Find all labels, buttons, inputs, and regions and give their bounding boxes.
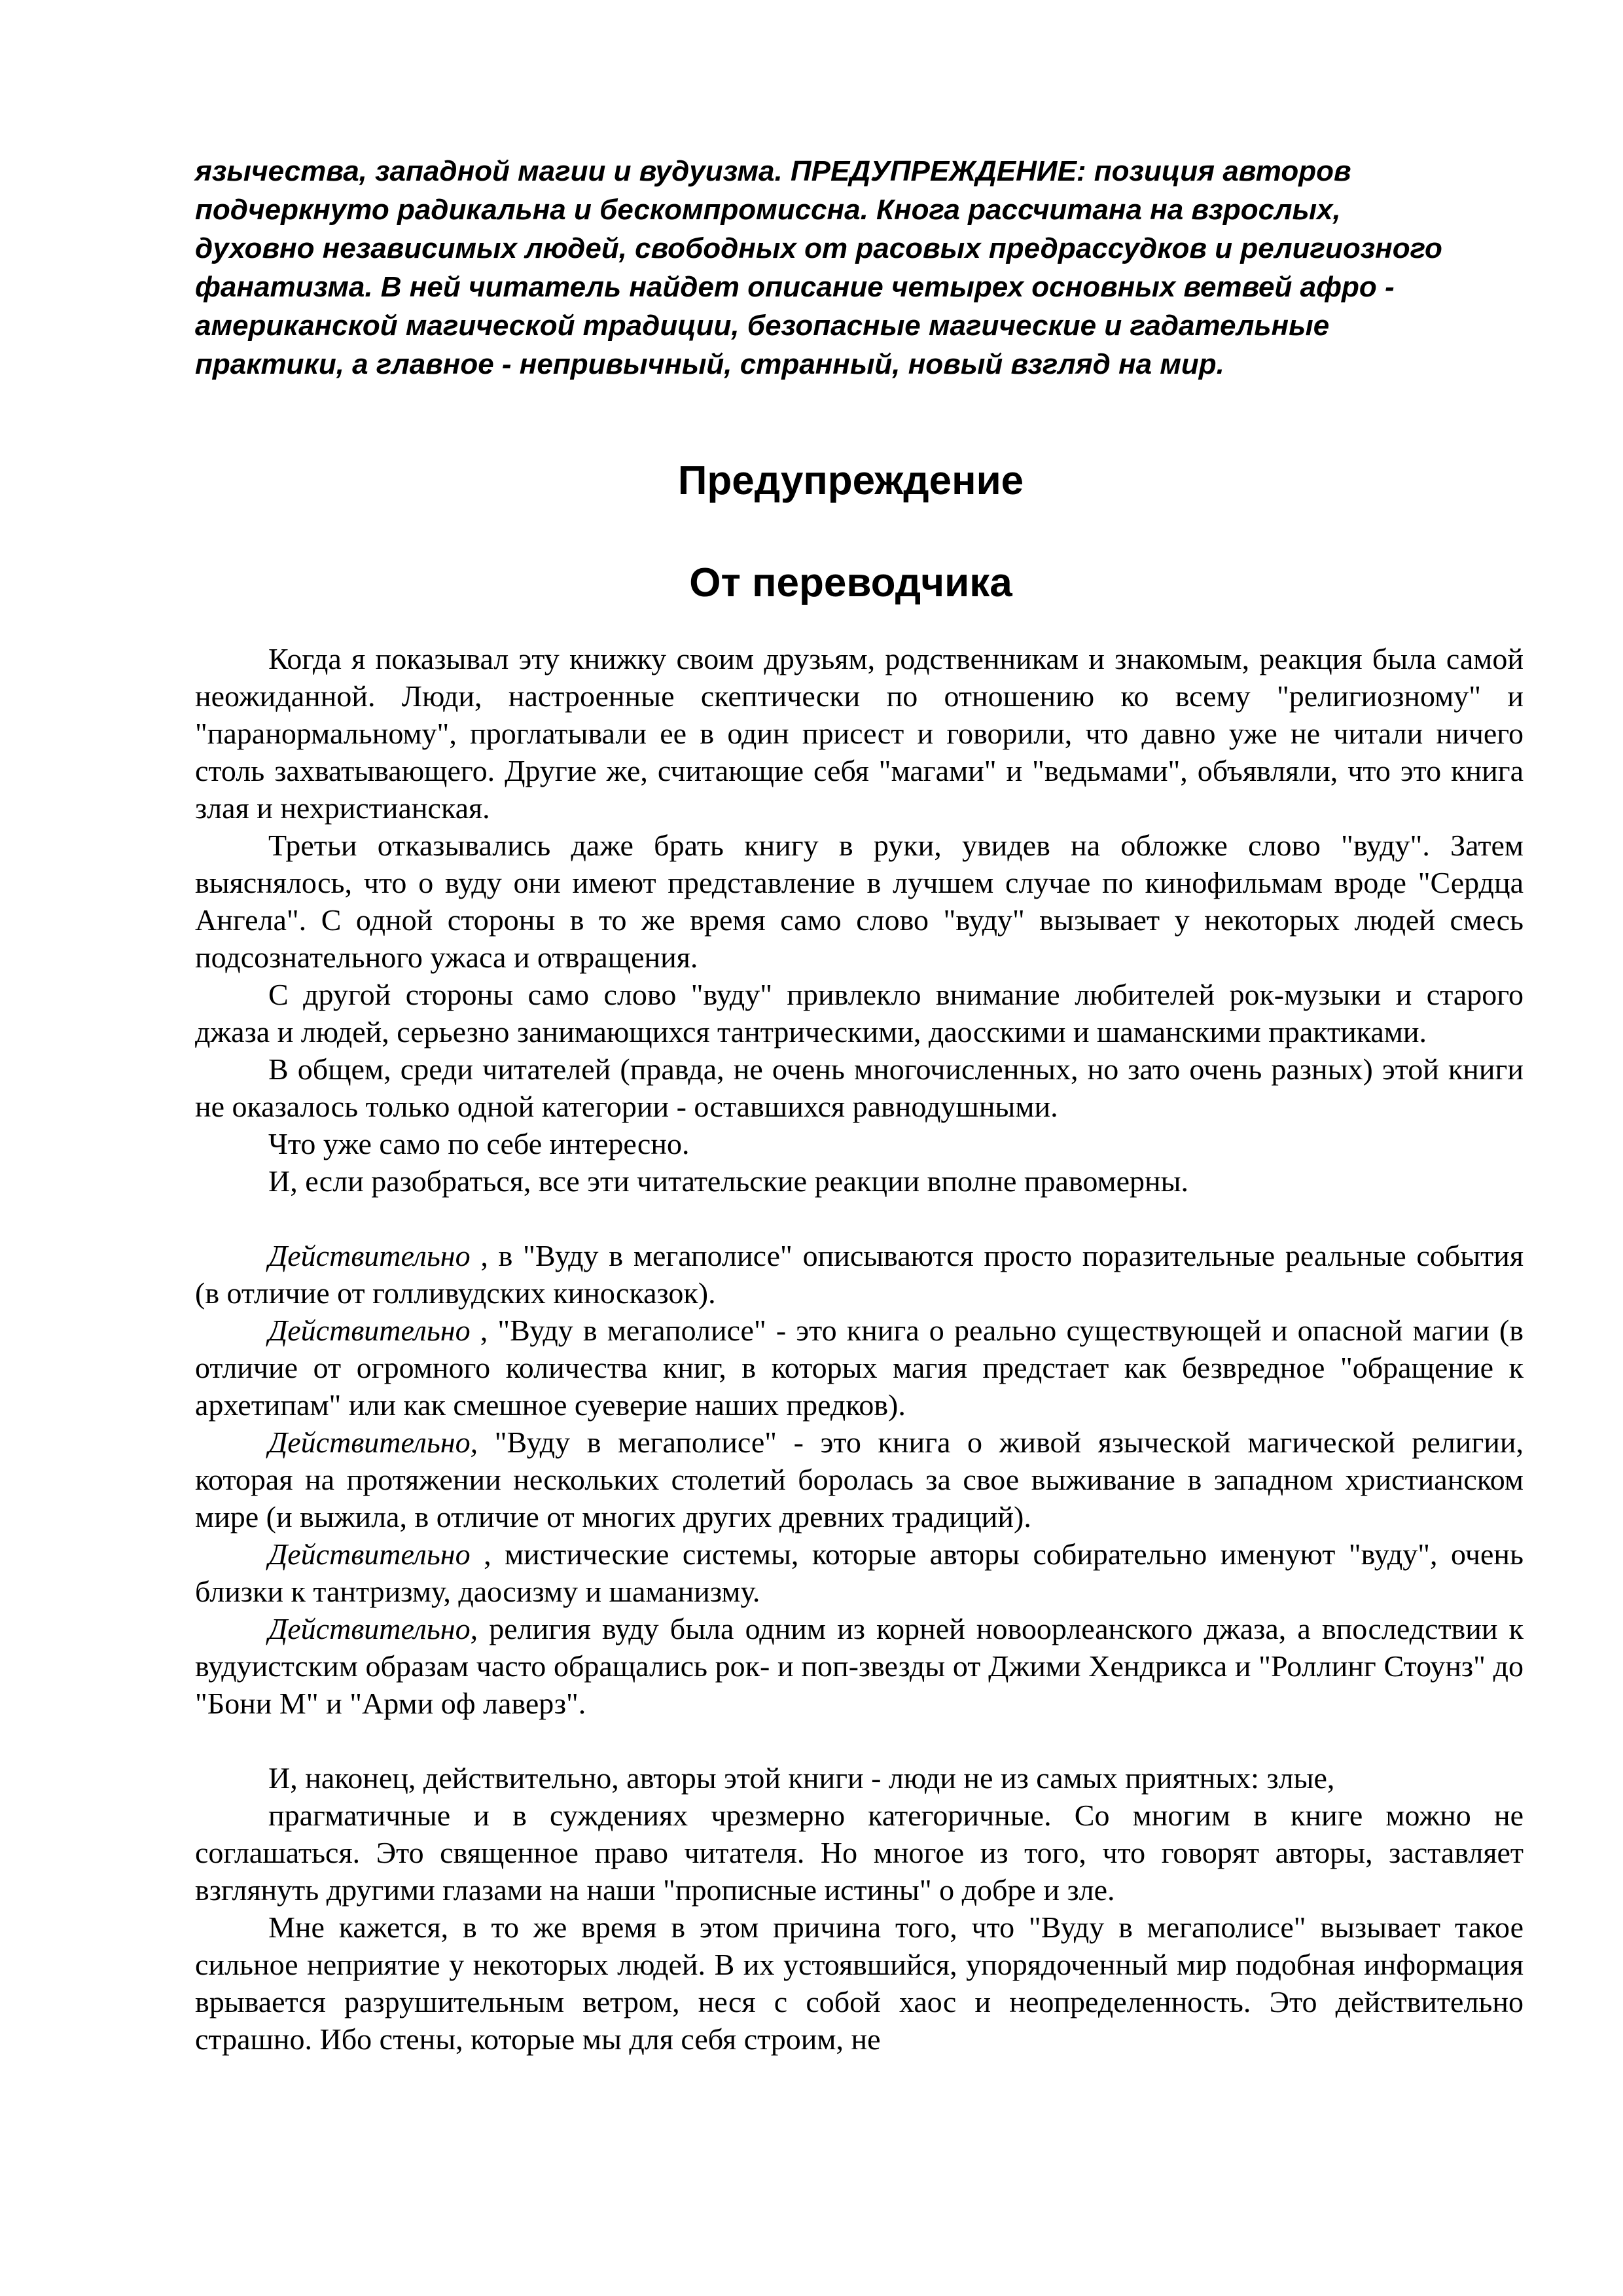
intro-line: подчеркнуто радикальна и бескомпромиссна. Кнога рассчитана на взрослых, <box>195 194 1341 226</box>
paragraph-text: , "Вуду в мегаполисе" - это книга о реально существующей и опасной магии (в отличие от огромного количества книг, в которых магия предстает как безвредное "обращение к архетипам" или как смешное суеверие наших предков). <box>195 1314 1524 1422</box>
emphasis: Действительно, <box>268 1426 478 1459</box>
section-heading-warning: Предупреждение <box>677 458 1024 503</box>
intro-line: духовно независимых людей, свободных от расовых предрассудков и религиозного <box>195 232 1442 264</box>
paragraph: Третьи отказывались даже брать книгу в руки, увидев на обложке слово "вуду". Затем выяснялось, что о вуду они имеют представление в лучшем случае по кинофильмам вроде "Сердца Ангела". С одной стороны в то же время само слово "вуду" вызывает у некоторых людей смесь подсознательного ужаса и отвращения. <box>195 829 1524 974</box>
paragraph: Мне кажется, в то же время в этом причина того, что "Вуду в мегаполисе" вызывает такое сильное неприятие у некоторых людей. В их устоявшийся, упорядоченный мир подобная информация врывается разрушительным ветром, неся с собой хаос и неопределенность. Это действительно страшно. Ибо стены, которые мы для себя строим, не <box>195 1910 1524 2056</box>
emphasis: Действительно <box>268 1314 471 1347</box>
spacer <box>195 1722 1524 1759</box>
intro-line: фанатизма. В ней читатель найдет описание четырех основных ветвей афро - <box>195 271 1395 303</box>
intro-line: практики, а главное - непривычный, странный, новый взгляд на мир. <box>195 348 1224 380</box>
paragraph-text: , в "Вуду в мегаполисе" описываются просто поразительные реальные события (в отличие от голливудских киносказок). <box>195 1239 1524 1310</box>
paragraph: Что уже само по себе интересно. <box>268 1127 690 1160</box>
paragraph-text: религия вуду была одним из корней новоорлеанского джаза, а впоследствии к вудуистским образам часто обращались рок- и поп-звезды от Джими Хендрикса и "Роллинг Стоунз" до "Бони М" и "Арми оф лаверз". <box>195 1612 1524 1720</box>
paragraph: И, если разобраться, все эти читательские реакции вполне правомерны. <box>268 1164 1189 1198</box>
intro-annotation <box>195 152 1491 384</box>
emphasis: Действительно <box>268 1239 471 1272</box>
paragraph-indeed <box>195 1237 1524 1312</box>
paragraph: И, наконец, действительно, авторы этой книги - люди не из самых приятных: злые, <box>268 1761 1335 1795</box>
intro-line: американской магической традиции, безопасные магические и гадательные <box>195 310 1330 342</box>
paragraph: прагматичные и в суждениях чрезмерно категоричные. Со многим в книге можно не соглашаться. Это священное право читателя. Но многое из того, что говорят авторы, заставляет взглянуть другими глазами на наши "прописные истины" о добре и зле. <box>195 1799 1524 1907</box>
paragraph-indeed <box>195 1610 1524 1722</box>
paragraph-indeed <box>195 1424 1524 1535</box>
emphasis: Действительно, <box>268 1612 478 1645</box>
paragraph-indeed <box>195 1312 1524 1424</box>
intro-line: язычества, западной магии и вудуизма. ПРЕДУПРЕЖДЕНИЕ: позиция авторов <box>195 155 1351 187</box>
paragraph-indeed <box>195 1535 1524 1610</box>
paragraph-text: "Вуду в мегаполисе" - это книга о живой языческой магической религии, которая на протяжении нескольких столетий боролась за свое выживание в западном христианском мире (и выжила, в отличие от многих других древних традиций). <box>195 1426 1524 1534</box>
spacer <box>195 1200 1524 1237</box>
paragraph-text: , мистические системы, которые авторы собирательно именуют "вуду", очень близки к тантризму, даосизму и шаманизму. <box>195 1537 1524 1608</box>
paragraph: В общем, среди читателей (правда, не очень многочисленных, но зато очень разных) этой книги не оказалось только одной категории - оставшихся равнодушными. <box>195 1052 1524 1123</box>
emphasis: Действительно <box>268 1537 471 1571</box>
paragraph: Когда я показывал эту книжку своим друзьям, родственникам и знакомым, реакция была самой неожиданной. Люди, настроенные скептически по отношению ко всему "религиозному" и "паранормальному", проглатывали ее в один присест и говорили, что давно уже не читали ничего столь захватывающего. Другие же, считающие себя "магами" и "ведьмами", объявляли, что это книга злая и нехристианская. <box>195 642 1524 825</box>
section-heading-translator: От переводчика <box>689 560 1012 605</box>
body-text <box>195 640 1524 2058</box>
paragraph: С другой стороны само слово "вуду" привлекло внимание любителей рок-музыки и старого джаза и людей, серьезно занимающихся тантрическими, даосскими и шаманскими практиками. <box>195 978 1524 1049</box>
